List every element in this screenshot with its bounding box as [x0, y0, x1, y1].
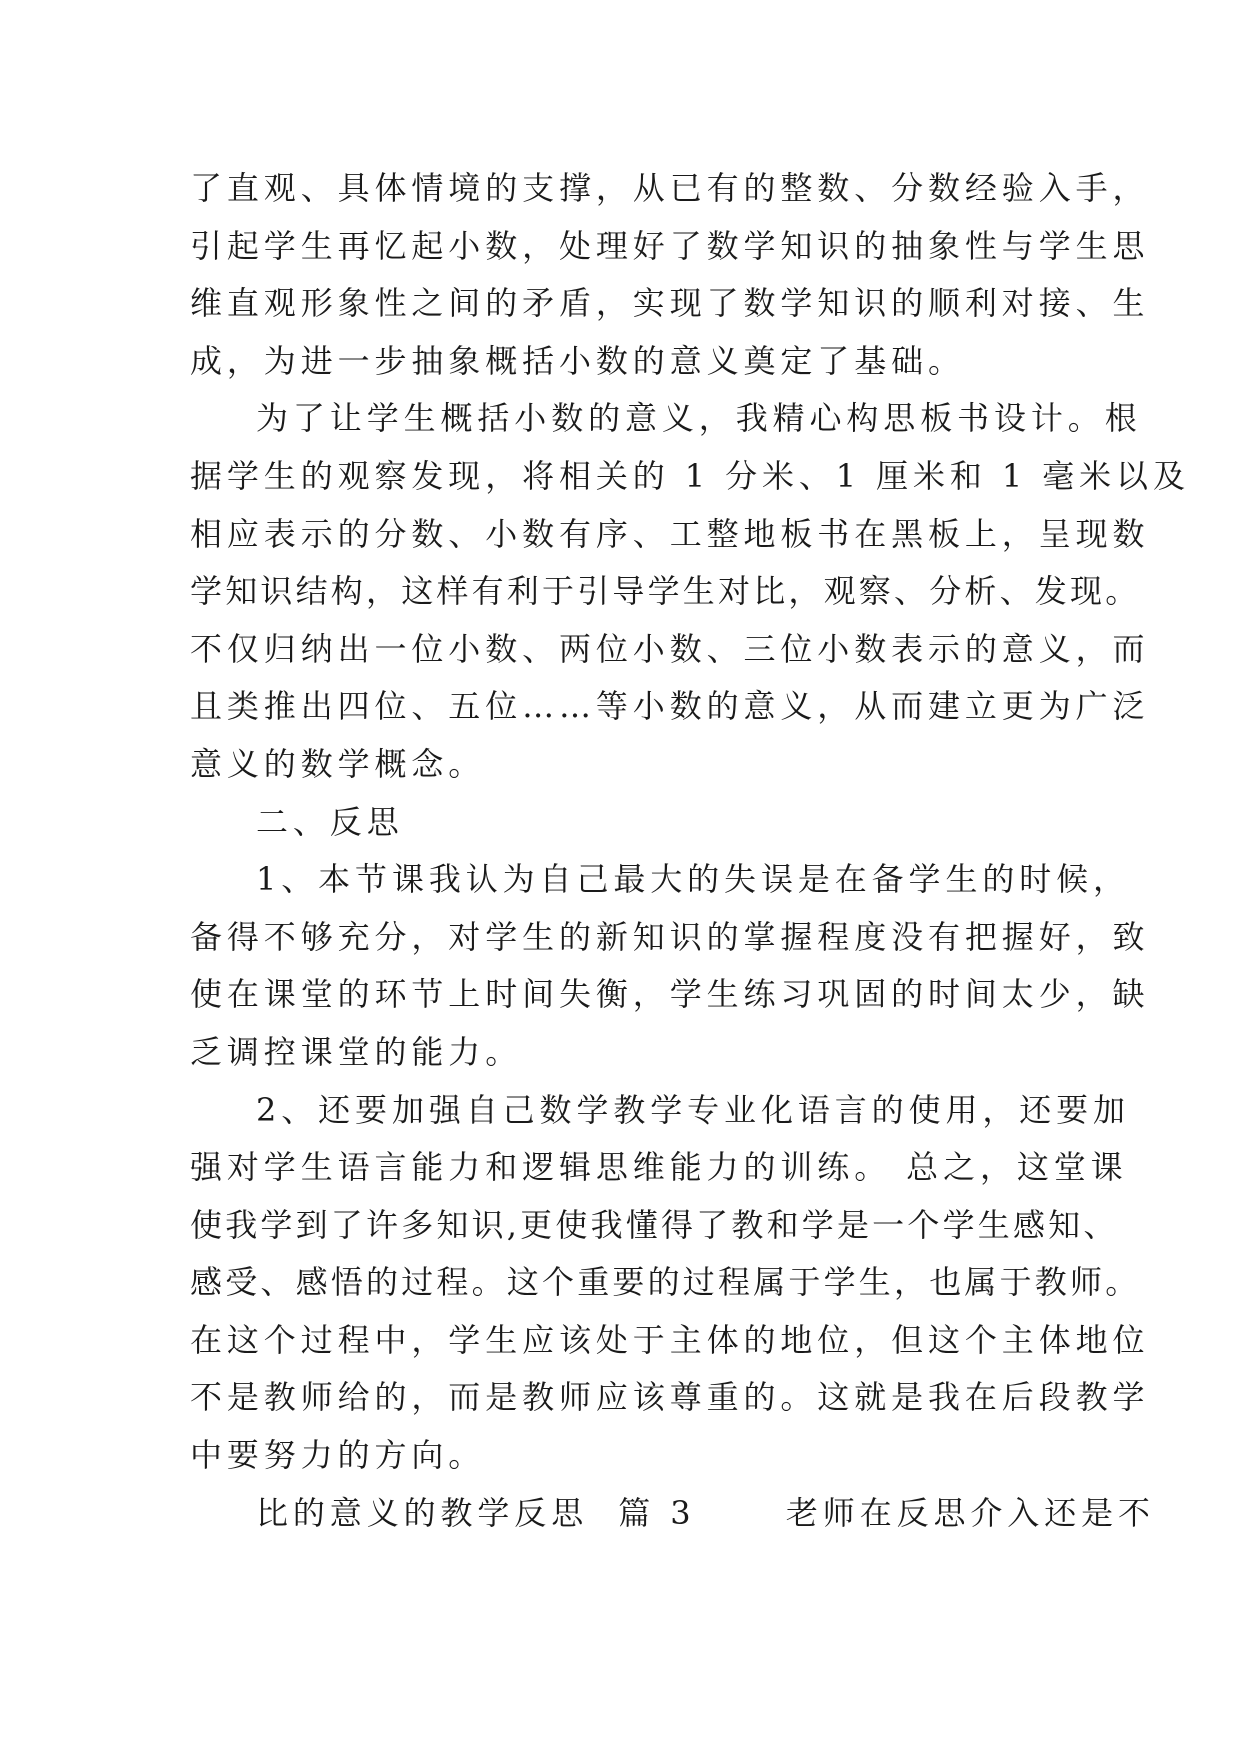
- text-line: 使我学到了许多知识,更使我懂得了教和学是一个学生感知、: [190, 1205, 1119, 1244]
- text-line: 感受、感悟的过程。这个重要的过程属于学生，也属于教师。: [190, 1263, 1141, 1302]
- text-line: 维直观形象性之间的矛盾，实现了数学知识的顺利对接、生: [190, 284, 1150, 323]
- text-line: 相应表示的分数、小数有序、工整地板书在黑板上，呈现数: [190, 514, 1150, 553]
- text-line: 且类推出四位、五位……等小数的意义，从而建立更为广泛: [190, 687, 1150, 726]
- section-heading: 二、反思: [256, 802, 404, 841]
- text-line: 成，为进一步抽象概括小数的意义奠定了基础。: [190, 341, 965, 380]
- paragraph-first-line: 为了让学生概括小数的意义，我精心构思板书设计。根: [256, 399, 1142, 438]
- text-line: 强对学生语言能力和逻辑思维能力的训练。 总之，这堂课: [190, 1148, 1128, 1187]
- text-line: 使在课堂的环节上时间失衡，学生练习巩固的时间太少，缺: [190, 975, 1150, 1014]
- text-line: 在这个过程中，学生应该处于主体的地位，但这个主体地位: [190, 1320, 1150, 1359]
- text-line: 意义的数学概念。: [190, 744, 486, 783]
- text-line: 了直观、具体情境的支撑，从已有的整数、分数经验入手，: [190, 169, 1150, 207]
- text-line: 中要努力的方向。: [190, 1436, 486, 1475]
- text-line: 备得不够充分，对学生的新知识的掌握程度没有把握好，致: [190, 917, 1150, 956]
- text-line: 据学生的观察发现，将相关的 1 分米、1 厘米和 1 毫米以及: [190, 456, 1190, 495]
- text-line: 学知识结构，这样有利于引导学生对比，观察、分析、发现。: [190, 572, 1141, 611]
- body-text: [190, 160, 1190, 1542]
- text-line: 乏调控课堂的能力。: [190, 1032, 523, 1071]
- text-line: 不是教师给的，而是教师应该尊重的。这就是我在后段教学: [190, 1378, 1150, 1417]
- paragraph-first-line: 2、还要加强自己数学教学专业化语言的使用，还要加: [256, 1090, 1130, 1129]
- text-line: 不仅归纳出一位小数、两位小数、三位小数表示的意义，而: [190, 629, 1150, 668]
- paragraph-first-line: 1、本节课我认为自己最大的失误是在备学生的时候，: [256, 860, 1130, 899]
- article-title-line: 比的意义的教学反思 篇 3 老师在反思介入还是不: [256, 1493, 1155, 1532]
- text-line: 引起学生再忆起小数，处理好了数学知识的抽象性与学生思: [190, 226, 1150, 265]
